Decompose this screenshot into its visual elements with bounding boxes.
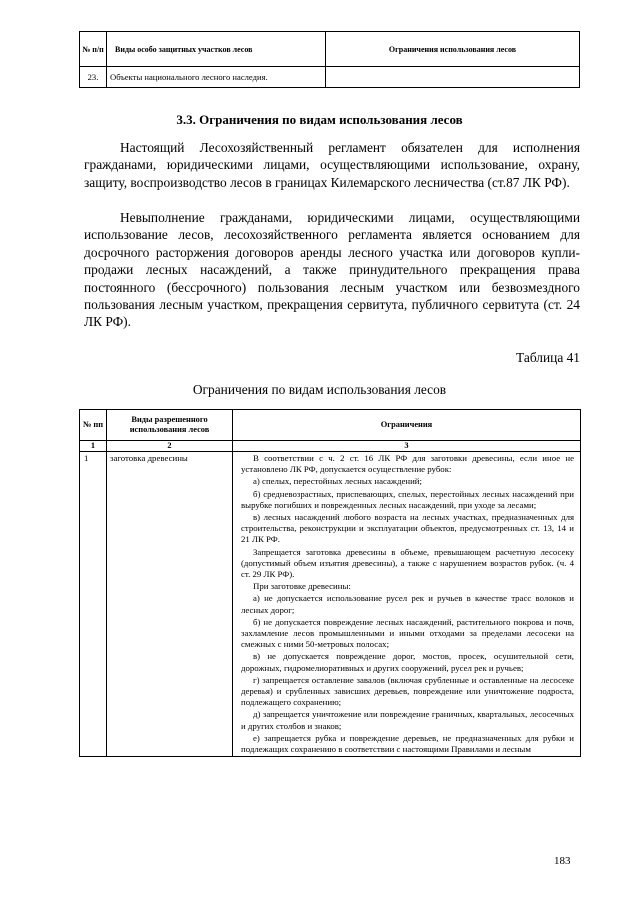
paragraph-regulation-binding: Настоящий Лесохозяйственный регламент обязателен для исполнения гражданами, юридическими лицами, осуществляющими использование, охрану, защиту, воспроизводство лесов в границах Килемарского лесничества (ст.87 ЛК РФ). xyxy=(84,140,580,190)
row-number: 1 xyxy=(80,452,107,757)
header-area-type: Виды особо защитных участков лесов xyxy=(107,32,326,67)
table-header-row xyxy=(80,410,581,441)
restriction-item: б) средневозрастных, приспевающих, спелых, перестойных лесных насаждений при вырубке погибших и поврежденных лесных насаждений, при уходе за лесами; xyxy=(241,488,574,510)
column-number-2: 2 xyxy=(107,441,233,452)
header-number: № п/п xyxy=(80,32,107,67)
restriction-item: При заготовке древесины: xyxy=(253,581,351,592)
row-use-type: заготовка древесины xyxy=(107,452,233,757)
header-restrictions: Ограничения xyxy=(233,410,581,441)
restriction-item: б) не допускается повреждение лесных насаждений, растительного покрова и почв, захламление лесов промышленными и иными отходами за пределами лесосеки на смежных с ними 50-метровых полосах; xyxy=(241,616,574,650)
section-heading: 3.3. Ограничения по видам использования лесов xyxy=(176,112,463,127)
restriction-item: Запрещается заготовка древесины в объеме, превышающем расчетную лесосеку (допустимый объем изъятия древесины), а также с нарушением возрастов рубок. (ч. 4 ст. 29 ЛК РФ). xyxy=(241,546,574,580)
row-area-name: Объекты национального лесного наследия. xyxy=(107,67,326,88)
restriction-item: г) запрещается оставление завалов (включая срубленные и оставленные на лесосеке деревья) и срубленных зависших деревьев, повреждение или уничтожение подроста, подлежащего сохранению; xyxy=(241,674,574,708)
table-row xyxy=(80,67,580,88)
protected-areas-table xyxy=(79,31,580,88)
column-number-1: 1 xyxy=(80,441,107,452)
row-number: 23. xyxy=(80,67,107,88)
restriction-item: в) лесных насаждений любого возраста на лесных участках, предназначенных для строительства, реконструкции и эксплуатации объектов, предусмотренных ст. 13, 14 и 21 ЛК РФ. xyxy=(241,512,574,545)
header-use-type: Виды разрешенного использования лесов xyxy=(107,410,233,441)
column-number-3: 3 xyxy=(233,441,581,452)
row-restrictions xyxy=(233,452,581,757)
restriction-item: в) не допускается повреждение дорог, мостов, просек, осушительной сети, дорожных, гидромелиоративных и других сооружений, русел рек и ручьев; xyxy=(241,651,574,673)
restriction-item: а) спелых, перестойных лесных насаждений; xyxy=(253,476,422,487)
header-limits: Ограничения использования лесов xyxy=(326,32,580,67)
row-limits xyxy=(326,67,580,88)
page-number: 183 xyxy=(554,855,571,867)
header-number: № пп xyxy=(80,410,107,441)
restriction-item: е) запрещается рубка и повреждение деревьев, не предназначенных для рубки и подлежащих сохранению в соответствии с настоящими Правилами и лесным xyxy=(241,732,574,755)
table-caption: Ограничения по видам использования лесов xyxy=(192,382,447,397)
restrictions-table xyxy=(79,409,581,757)
table-header-row xyxy=(80,32,580,67)
paragraph-non-compliance: Невыполнение гражданами, юридическими лицами, осуществляющими использование лесов, лесохозяйственного регламента является основанием для досрочного расторжения договоров аренды лесного участка или договоров купли-продажи лесных насаждений, а также принудительного прекращения права постоянного (бессрочного) пользования лесным участком или безвозмездного пользования лесным участком, прекращения сервитута, публичного сервитута (ст. 24 ЛК РФ). xyxy=(84,210,580,330)
restriction-item: д) запрещается уничтожение или повреждение граничных, квартальных, лесосечных и других столбов и знаков; xyxy=(241,709,574,731)
column-number-row xyxy=(80,441,581,452)
table-row xyxy=(80,452,581,757)
table-number: Таблица 41 xyxy=(516,350,580,365)
restriction-item: В соответствии с ч. 2 ст. 16 ЛК РФ для заготовки древесины, если иное не установлено ЛК РФ, допускается осуществление рубок: xyxy=(241,453,574,475)
restriction-item: а) не допускается использование русел рек и ручьев в качестве трасс волоков и лесных дорог; xyxy=(241,593,574,615)
